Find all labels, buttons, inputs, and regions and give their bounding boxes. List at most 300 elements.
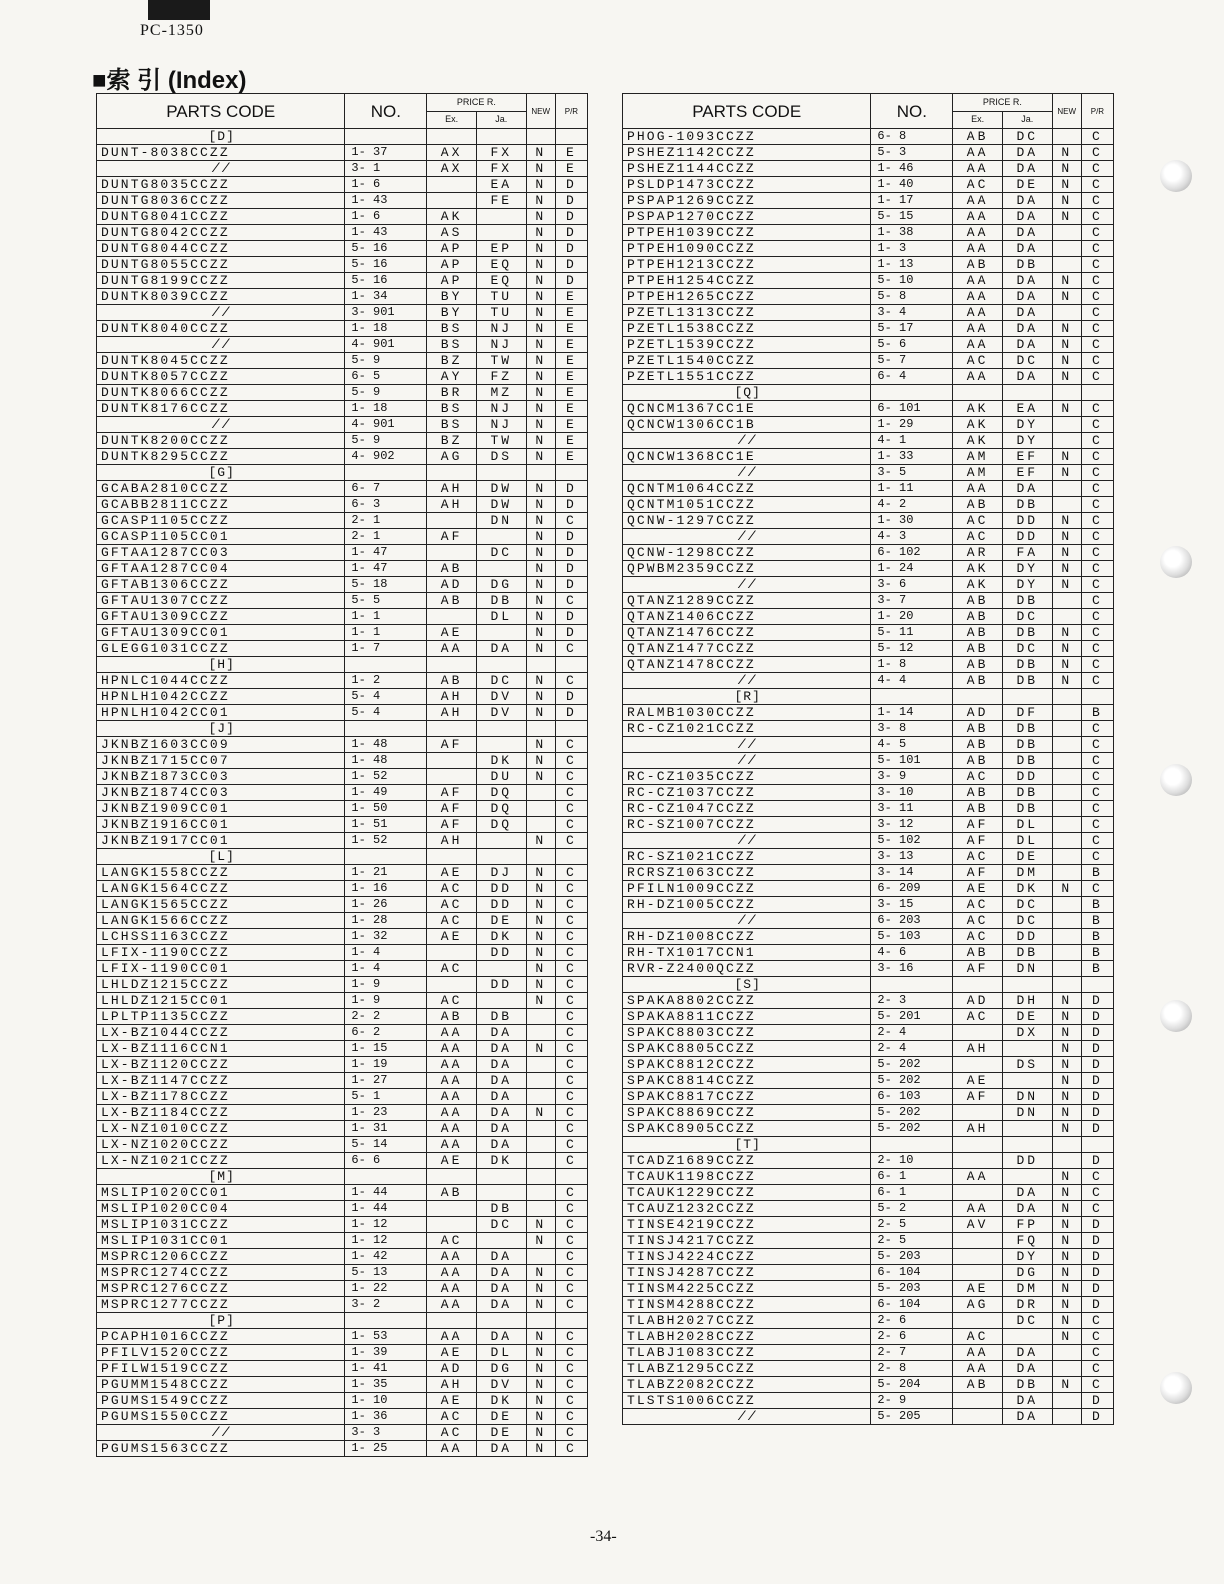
cell-ex: AF [953, 833, 1003, 849]
table-row [623, 721, 1114, 737]
cell-new: N [526, 865, 555, 881]
cell-ex: AF [427, 801, 477, 817]
cell-code: RH-TX1017CCN1 [623, 945, 871, 961]
cell-new: N [1052, 1185, 1081, 1201]
table-row [97, 1105, 588, 1121]
cell-code: MSLIP1020CC01 [97, 1185, 345, 1201]
cell-pr: E [555, 289, 587, 305]
cell-pr: C [1081, 1169, 1113, 1185]
cell-ex: AF [953, 961, 1003, 977]
cell-ja: DM [1002, 1281, 1052, 1297]
cell-no: 5- 13 [345, 1265, 427, 1281]
cell-no: 5- 17 [871, 321, 953, 337]
table-row [97, 625, 588, 641]
cell-ex: AB [427, 593, 477, 609]
cell-new [526, 1185, 555, 1201]
cell-ja: EF [1002, 449, 1052, 465]
cell-ja: FP [1002, 1217, 1052, 1233]
cell-code: HPNLC1044CCZZ [97, 673, 345, 689]
cell-no: 2- 5 [871, 1233, 953, 1249]
cell-pr: C [1081, 529, 1113, 545]
cell-no: 1- 48 [345, 753, 427, 769]
cell-ja: DB [476, 1201, 526, 1217]
cell-ja: EA [1002, 401, 1052, 417]
cell-no: 1- 18 [345, 321, 427, 337]
cell-ex [953, 1233, 1003, 1249]
cell-ex [953, 1265, 1003, 1281]
cell-ex: AB [953, 737, 1003, 753]
cell-no: 3- 2 [345, 1297, 427, 1313]
cell-ja: DA [1002, 1393, 1052, 1409]
cell-ex: AE [427, 1393, 477, 1409]
cell-pr: D [555, 561, 587, 577]
cell-code: // [623, 913, 871, 929]
cell-ja [476, 993, 526, 1009]
cell-ja: DD [1002, 529, 1052, 545]
cell-ex: AE [427, 1153, 477, 1169]
cell-pr: C [555, 945, 587, 961]
cell-new [526, 1057, 555, 1073]
cell-code: SPAKA8811CCZZ [623, 1009, 871, 1025]
cell-no: 5- 202 [871, 1057, 953, 1073]
col-ja: Ja. [476, 111, 526, 129]
cell-no: 1- 27 [345, 1073, 427, 1089]
cell-ex: AE [953, 881, 1003, 897]
cell-ex: AX [427, 161, 477, 177]
cell-ex [953, 385, 1003, 401]
cell-ja: DE [476, 1425, 526, 1441]
cell-new [1052, 849, 1081, 865]
table-row [623, 145, 1114, 161]
cell-ja: DC [1002, 913, 1052, 929]
cell-ja [1002, 1169, 1052, 1185]
cell-ex: AB [953, 641, 1003, 657]
cell-pr: C [1081, 609, 1113, 625]
cell-ex: AE [427, 865, 477, 881]
cell-no [345, 465, 427, 481]
cell-new: N [526, 961, 555, 977]
cell-new: N [526, 609, 555, 625]
cell-pr: C [555, 913, 587, 929]
cell-new: N [526, 481, 555, 497]
cell-ex [427, 193, 477, 209]
table-row [623, 513, 1114, 529]
cell-ja: DA [1002, 161, 1052, 177]
cell-ja: DC [1002, 1313, 1052, 1329]
cell-no: 2- 4 [871, 1041, 953, 1057]
table-row [623, 913, 1114, 929]
cell-ja: DQ [476, 785, 526, 801]
cell-ex [427, 1217, 477, 1233]
cell-ex: BY [427, 305, 477, 321]
cell-ja: DS [1002, 1057, 1052, 1073]
cell-new: N [526, 641, 555, 657]
left-table-body [97, 129, 588, 1457]
cell-pr: C [555, 1137, 587, 1153]
cell-pr: C [555, 1393, 587, 1409]
cell-new: N [526, 529, 555, 545]
cell-ja: DV [476, 705, 526, 721]
table-row [623, 929, 1114, 945]
table-row [623, 1025, 1114, 1041]
cell-ja: EP [476, 241, 526, 257]
cell-new: N [1052, 209, 1081, 225]
cell-pr: D [1081, 1217, 1113, 1233]
cell-ja: DA [476, 1249, 526, 1265]
cell-code: SPAKC8905CCZZ [623, 1121, 871, 1137]
cell-pr: C [555, 1441, 587, 1457]
table-row [97, 833, 588, 849]
table-row [623, 225, 1114, 241]
table-row [97, 929, 588, 945]
cell-code: PHOG-1093CCZZ [623, 129, 871, 145]
cell-ja: DA [1002, 1409, 1052, 1425]
cell-pr [555, 1313, 587, 1329]
cell-ex: BR [427, 385, 477, 401]
cell-pr: D [1081, 1105, 1113, 1121]
cell-new [1052, 721, 1081, 737]
cell-no: 3- 14 [871, 865, 953, 881]
cell-new [526, 1137, 555, 1153]
cell-no: 5- 3 [871, 145, 953, 161]
cell-no: 5- 6 [871, 337, 953, 353]
cell-ex: AC [953, 849, 1003, 865]
cell-code: LX-BZ1116CCN1 [97, 1041, 345, 1057]
cell-code: RC-CZ1047CCZZ [623, 801, 871, 817]
cell-ja [476, 849, 526, 865]
cell-new: N [1052, 1377, 1081, 1393]
cell-code: PTPEH1254CCZZ [623, 273, 871, 289]
table-row [623, 529, 1114, 545]
cell-ex: AM [953, 465, 1003, 481]
cell-ja: DG [476, 577, 526, 593]
cell-no: 1- 49 [345, 785, 427, 801]
cell-new: N [526, 273, 555, 289]
cell-ex: AH [427, 481, 477, 497]
cell-no: 5- 18 [345, 577, 427, 593]
table-row [623, 593, 1114, 609]
table-row [97, 1441, 588, 1457]
cell-no: 1- 38 [871, 225, 953, 241]
cell-pr: C [1081, 1313, 1113, 1329]
cell-ex: AK [427, 209, 477, 225]
cell-no: 6- 203 [871, 913, 953, 929]
table-row [623, 705, 1114, 721]
cell-code: LANGK1558CCZZ [97, 865, 345, 881]
table-row [97, 1217, 588, 1233]
cell-ex [953, 1057, 1003, 1073]
cell-no: 1- 37 [345, 145, 427, 161]
cell-code: [L] [97, 849, 345, 865]
cell-ex: AA [427, 1249, 477, 1265]
cell-code: // [97, 337, 345, 353]
table-row [623, 1185, 1114, 1201]
cell-ja: DA [476, 1041, 526, 1057]
cell-ja: NJ [476, 401, 526, 417]
cell-ex: AA [953, 1169, 1003, 1185]
table-row [97, 913, 588, 929]
cell-new [526, 657, 555, 673]
cell-no: 2- 7 [871, 1345, 953, 1361]
table-row [97, 801, 588, 817]
cell-pr: C [1081, 465, 1113, 481]
table-row [623, 785, 1114, 801]
table-row [97, 1377, 588, 1393]
table-row [97, 321, 588, 337]
cell-code: TINSJ4224CCZZ [623, 1249, 871, 1265]
cell-ja: DL [476, 609, 526, 625]
table-row [97, 305, 588, 321]
cell-ja: FX [476, 161, 526, 177]
cell-pr [555, 657, 587, 673]
cell-pr: C [1081, 545, 1113, 561]
page-title [92, 60, 247, 95]
cell-ex: AB [953, 801, 1003, 817]
cell-pr: C [1081, 305, 1113, 321]
cell-pr: D [1081, 993, 1113, 1009]
cell-code: // [623, 465, 871, 481]
table-row [97, 785, 588, 801]
col-parts-code: PARTS CODE [623, 94, 871, 129]
cell-ja [476, 657, 526, 673]
cell-ex: AA [953, 225, 1003, 241]
cell-pr [555, 129, 587, 145]
table-row [97, 561, 588, 577]
cell-pr: D [555, 273, 587, 289]
cell-code: RVR-Z2400QCZZ [623, 961, 871, 977]
cell-code: LCHSS1163CCZZ [97, 929, 345, 945]
cell-new: N [526, 673, 555, 689]
cell-code: [T] [623, 1137, 871, 1153]
cell-code: QTANZ1476CCZZ [623, 625, 871, 641]
cell-code: QPWBM2359CCZZ [623, 561, 871, 577]
cell-code: // [623, 673, 871, 689]
cell-ex: AA [427, 1265, 477, 1281]
cell-new [1052, 833, 1081, 849]
cell-ja: DA [1002, 337, 1052, 353]
cell-ex: AE [427, 1345, 477, 1361]
cell-no: 3- 9 [871, 769, 953, 785]
cell-code: TINSJ4287CCZZ [623, 1265, 871, 1281]
cell-code: GFTAA1287CC04 [97, 561, 345, 577]
cell-code: LANGK1564CCZZ [97, 881, 345, 897]
cell-pr: C [1081, 769, 1113, 785]
cell-no: 3- 5 [871, 465, 953, 481]
cell-new [1052, 977, 1081, 993]
cell-pr: E [555, 449, 587, 465]
cell-code: TCAUZ1232CCZZ [623, 1201, 871, 1217]
cell-pr: C [1081, 225, 1113, 241]
table-row [623, 481, 1114, 497]
cell-no: 3- 6 [871, 577, 953, 593]
cell-no [345, 657, 427, 673]
cell-new: N [1052, 353, 1081, 369]
cell-ex: AA [427, 1137, 477, 1153]
cell-no: 5- 202 [871, 1105, 953, 1121]
cell-new [1052, 593, 1081, 609]
table-row [623, 1233, 1114, 1249]
cell-ex: AK [953, 401, 1003, 417]
cell-ex: AC [953, 1329, 1003, 1345]
cell-ja [1002, 385, 1052, 401]
cell-new: N [1052, 577, 1081, 593]
cell-ja [476, 1185, 526, 1201]
cell-pr [1081, 977, 1113, 993]
cell-new: N [526, 161, 555, 177]
table-row [97, 593, 588, 609]
table-row [97, 897, 588, 913]
cell-ex: AE [427, 929, 477, 945]
cell-new: N [526, 337, 555, 353]
cell-no: 5- 202 [871, 1073, 953, 1089]
cell-no: 1- 2 [345, 673, 427, 689]
cell-code: JKNBZ1909CC01 [97, 801, 345, 817]
cell-ja: EQ [476, 257, 526, 273]
cell-code: QCNTM1064CCZZ [623, 481, 871, 497]
cell-code: PTPEH1039CCZZ [623, 225, 871, 241]
table-row [97, 193, 588, 209]
table-row [97, 1329, 588, 1345]
cell-ex [427, 753, 477, 769]
cell-pr: D [555, 257, 587, 273]
table-row [623, 945, 1114, 961]
cell-ex [953, 689, 1003, 705]
cell-no: 1- 40 [871, 177, 953, 193]
cell-ja: NJ [476, 321, 526, 337]
table-row [97, 1249, 588, 1265]
cell-new: N [1052, 337, 1081, 353]
cell-no: 5- 202 [871, 1121, 953, 1137]
table-row [623, 1217, 1114, 1233]
cell-code: // [97, 417, 345, 433]
cell-ja: DC [476, 545, 526, 561]
table-row [623, 657, 1114, 673]
cell-new: N [526, 993, 555, 1009]
table-row [97, 1009, 588, 1025]
cell-pr: E [555, 433, 587, 449]
cell-code: PTPEH1090CCZZ [623, 241, 871, 257]
cell-ja [1002, 1073, 1052, 1089]
cell-new [1052, 1361, 1081, 1377]
cell-pr: D [555, 193, 587, 209]
cell-new: N [526, 193, 555, 209]
cell-new: N [1052, 545, 1081, 561]
cell-ex: AB [427, 561, 477, 577]
cell-ja: DA [476, 1137, 526, 1153]
cell-no: 1- 14 [871, 705, 953, 721]
cell-no: 1- 48 [345, 737, 427, 753]
table-row [97, 225, 588, 241]
cell-code: GCASP1105CC01 [97, 529, 345, 545]
cell-ja: DA [1002, 1185, 1052, 1201]
table-row [97, 369, 588, 385]
cell-new: N [526, 945, 555, 961]
table-row [97, 145, 588, 161]
cell-new: N [526, 321, 555, 337]
cell-ja: DB [1002, 497, 1052, 513]
cell-ex: AC [953, 353, 1003, 369]
cell-code: PSHEZ1144CCZZ [623, 161, 871, 177]
cell-new: N [1052, 369, 1081, 385]
cell-pr: B [1081, 961, 1113, 977]
table-row [623, 673, 1114, 689]
cell-code: PZETL1539CCZZ [623, 337, 871, 353]
col-parts-code: PARTS CODE [97, 94, 345, 129]
cell-no [871, 1137, 953, 1153]
cell-new: N [1052, 657, 1081, 673]
cell-new [1052, 433, 1081, 449]
cell-new [526, 1073, 555, 1089]
cell-new [1052, 257, 1081, 273]
cell-code: PFILN1009CCZZ [623, 881, 871, 897]
table-row [97, 1073, 588, 1089]
cell-code: // [97, 1425, 345, 1441]
cell-ja: DY [1002, 433, 1052, 449]
cell-ja: DJ [476, 865, 526, 881]
cell-no: 1- 9 [345, 993, 427, 1009]
cell-new: N [526, 913, 555, 929]
cell-pr: D [555, 241, 587, 257]
cell-new: N [526, 769, 555, 785]
punch-hole [1160, 1372, 1192, 1404]
table-row [97, 961, 588, 977]
cell-ex [427, 609, 477, 625]
cell-pr: C [555, 1297, 587, 1313]
cell-no: 3- 8 [871, 721, 953, 737]
cell-code: TLSTS1006CCZZ [623, 1393, 871, 1409]
cell-code: DUNTK8045CCZZ [97, 353, 345, 369]
cell-ex: AP [427, 273, 477, 289]
cell-new: N [526, 1281, 555, 1297]
cell-code: DUNTK8039CCZZ [97, 289, 345, 305]
cell-pr: B [1081, 897, 1113, 913]
cell-code: MSLIP1031CC01 [97, 1233, 345, 1249]
cell-code: TINSE4219CCZZ [623, 1217, 871, 1233]
cell-code: GFTAA1287CC03 [97, 545, 345, 561]
cell-no: 6- 8 [871, 129, 953, 145]
cell-code: [R] [623, 689, 871, 705]
cell-ex: AA [953, 1361, 1003, 1377]
cell-new: N [1052, 145, 1081, 161]
cell-ja: DA [1002, 225, 1052, 241]
cell-new [526, 1153, 555, 1169]
cell-new: N [1052, 449, 1081, 465]
cell-pr: C [555, 1073, 587, 1089]
cell-new: N [1052, 273, 1081, 289]
cell-code: TINSJ4217CCZZ [623, 1233, 871, 1249]
cell-ex: AG [427, 449, 477, 465]
cell-new: N [1052, 1089, 1081, 1105]
cell-code: DUNTG8035CCZZ [97, 177, 345, 193]
cell-new [526, 1121, 555, 1137]
cell-ex: AA [427, 641, 477, 657]
table-row [623, 1105, 1114, 1121]
cell-new [1052, 129, 1081, 145]
cell-ex [427, 513, 477, 529]
cell-pr: C [1081, 177, 1113, 193]
cell-no: 1- 3 [871, 241, 953, 257]
cell-no: 3- 10 [871, 785, 953, 801]
cell-no: 3- 4 [871, 305, 953, 321]
cell-no: 6- 104 [871, 1297, 953, 1313]
cell-ja: DA [1002, 193, 1052, 209]
cell-code: PSPAP1270CCZZ [623, 209, 871, 225]
cell-ex: AB [953, 625, 1003, 641]
cell-ex: AA [427, 1089, 477, 1105]
cell-ex [953, 1105, 1003, 1121]
table-row [97, 1233, 588, 1249]
cell-no: 5- 16 [345, 241, 427, 257]
